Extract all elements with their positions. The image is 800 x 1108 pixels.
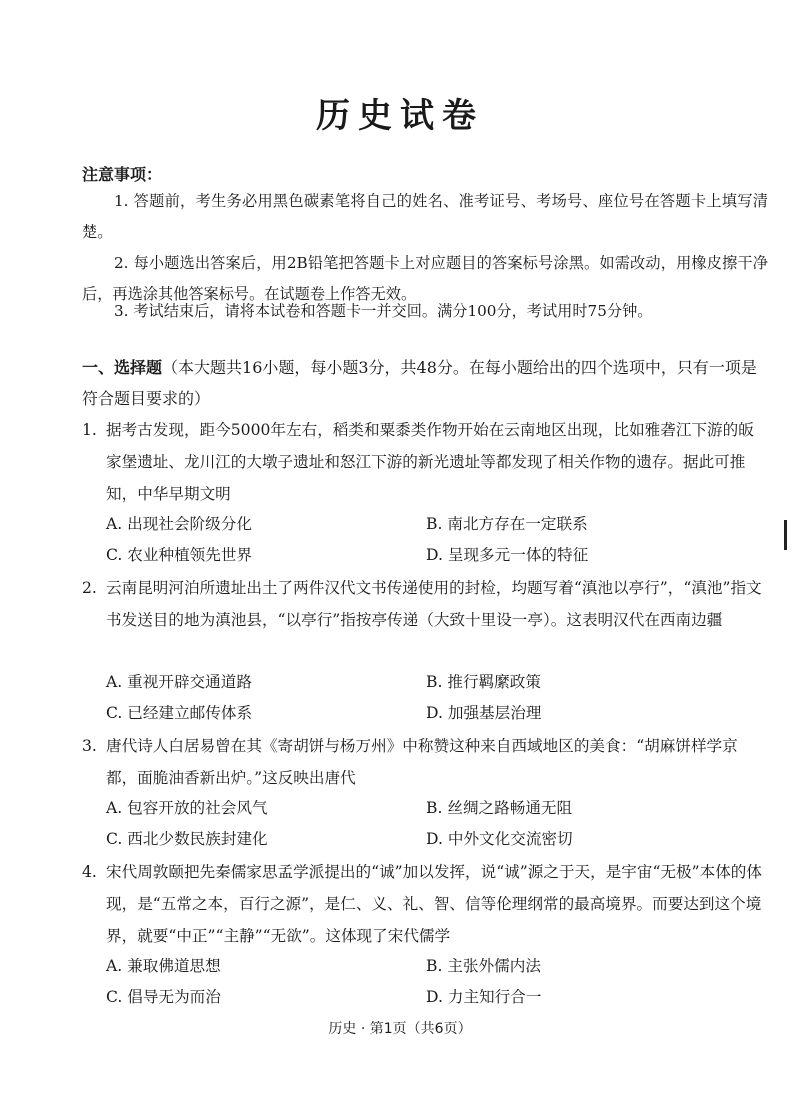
note-item-2: 2. 每小题选出答案后，用2B铅笔把答题卡上对应题目的答案标号涂黑。如需改动，用橡皮擦干净后，再选涂其他答案标号。在试题卷上作答无效。	[82, 254, 768, 303]
question-2-option-b[interactable]: B. 推行羁縻政策	[426, 673, 541, 691]
question-2-option-a[interactable]: A. 重视开辟交通道路	[106, 673, 252, 691]
question-4-option-d[interactable]: D. 力主知行合一	[426, 988, 542, 1006]
question-1-option-d[interactable]: D. 呈现多元一体的特征	[426, 546, 589, 564]
page-footer: 历史 · 第1页（共6页）	[328, 1021, 472, 1037]
question-3-option-b[interactable]: B. 丝绸之路畅通无阻	[426, 799, 573, 817]
notes-heading: 注意事项：	[82, 165, 163, 184]
question-3-option-d[interactable]: D. 中外文化交流密切	[426, 830, 573, 848]
note-item-1: 1. 答题前，考生务必用黑色碳素笔将自己的姓名、准考证号、考场号、座位号在答题卡上填写清楚。	[82, 192, 768, 241]
scan-edge-mark	[784, 520, 787, 550]
question-4-stem	[82, 856, 768, 952]
question-number: 2.	[82, 579, 97, 597]
question-3-stem	[82, 730, 768, 794]
question-2-option-c[interactable]: C. 已经建立邮传体系	[106, 704, 253, 722]
section-heading	[82, 352, 768, 414]
section-description: （本大题共16小题，每小题3分，共48分。在每小题给出的四个选项中，只有一项是符合题目要求的）	[82, 358, 757, 408]
question-1-option-b[interactable]: B. 南北方存在一定联系	[426, 515, 588, 533]
question-3-option-a[interactable]: A. 包容开放的社会风气	[106, 799, 268, 817]
question-4-option-a[interactable]: A. 兼取佛道思想	[106, 957, 221, 975]
question-4-option-c[interactable]: C. 倡导无为而治	[106, 988, 221, 1006]
question-text: 云南昆明河泊所遗址出土了两件汉代文书传递使用的封检，均题写着“滇池以亭行”，“滇池”指文书发送目的地为滇池县，“以亭行”指按亭传递（大致十里设一亭）。这表明汉代在西南边疆	[106, 579, 762, 629]
question-number: 4.	[82, 863, 97, 881]
question-number: 1.	[82, 421, 97, 439]
question-text: 宋代周敦颐把先秦儒家思孟学派提出的“诚”加以发挥，说“诚”源之于天，是宇宙“无极”本体的体现，是“五常之本，百行之源”，是仁、义、礼、智、信等伦理纲常的最高境界。而要达到这个境界，就要“中正”“主静”“无欲”。这体现了宋代儒学	[106, 863, 762, 945]
question-3-option-c[interactable]: C. 西北少数民族封建化	[106, 830, 268, 848]
page-title: 历史试卷	[316, 96, 484, 136]
question-4-option-b[interactable]: B. 主张外儒内法	[426, 957, 541, 975]
question-1-option-a[interactable]: A. 出现社会阶级分化	[106, 515, 252, 533]
question-number: 3.	[82, 737, 97, 755]
question-2-option-d[interactable]: D. 加强基层治理	[426, 704, 542, 722]
question-1-option-c[interactable]: C. 农业种植领先世界	[106, 546, 253, 564]
question-text: 据考古发现，距今5000年左右，稻类和粟黍类作物开始在云南地区出现，比如雅砻江下游的皈家堡遗址、龙川江的大墩子遗址和怒江下游的新光遗址等都发现了相关作物的遗存。据此可推知，中华早期文明	[106, 421, 754, 503]
section-label: 一、选择题	[82, 358, 163, 377]
note-item-3: 3. 考试结束后，请将本试卷和答题卡一并交回。满分100分，考试用时75分钟。	[114, 302, 653, 320]
question-2-stem	[82, 572, 768, 636]
question-text: 唐代诗人白居易曾在其《寄胡饼与杨万州》中称赞这种来自西域地区的美食：“胡麻饼样学京都，面脆油香新出炉。”这反映出唐代	[106, 737, 738, 787]
question-1-stem	[82, 414, 768, 510]
